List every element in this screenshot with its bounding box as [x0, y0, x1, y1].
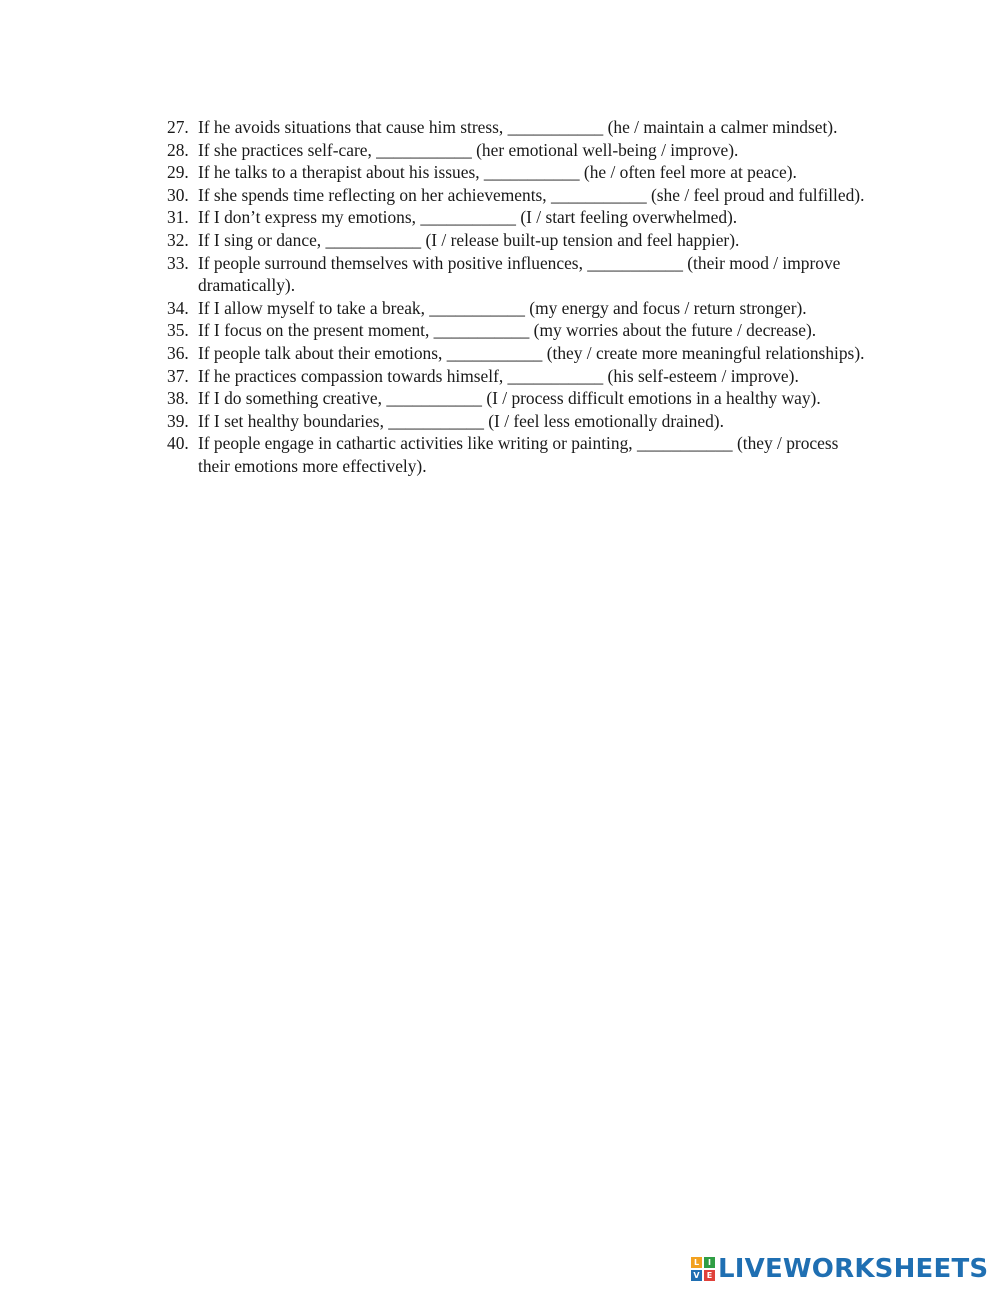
exercise-item-33 — [167, 252, 867, 297]
exercise-list — [167, 116, 867, 478]
exercise-number: 30. — [167, 184, 189, 205]
exercise-text: If people surround themselves with positive influences, ___________ (their mood / improve dramatically). — [198, 252, 841, 296]
exercise-text: If I set healthy boundaries, ___________ (I / feel less emotionally drained). — [198, 410, 724, 431]
liveworksheets-logo-icon — [691, 1257, 715, 1281]
exercise-item-30 — [167, 184, 867, 207]
exercise-item-32 — [167, 229, 867, 252]
exercise-text: If she practices self-care, ___________ (her emotional well-being / improve). — [198, 139, 739, 160]
exercise-number: 27. — [167, 117, 189, 137]
logo-block-e: E — [704, 1270, 715, 1281]
exercise-item-38 — [167, 387, 867, 410]
exercise-text: If people talk about their emotions, ___________ (they / create more meaningful relationships). — [198, 342, 865, 363]
exercise-item-36 — [167, 342, 867, 365]
exercise-number: 31. — [167, 207, 189, 228]
logo-block-i: I — [704, 1257, 715, 1268]
logo-block-v: V — [691, 1270, 702, 1281]
exercise-item-28 — [167, 139, 867, 162]
exercise-text: If I sing or dance, ___________ (I / release built-up tension and feel happier). — [198, 229, 740, 250]
exercise-item-29 — [167, 161, 867, 184]
exercise-text: If he avoids situations that cause him stress, ___________ (he / maintain a calmer mindset). — [198, 117, 838, 137]
exercise-number: 38. — [167, 388, 189, 409]
exercise-number: 36. — [167, 342, 189, 363]
exercise-number: 34. — [167, 297, 189, 318]
exercise-number: 39. — [167, 410, 189, 431]
exercise-item-37 — [167, 365, 867, 388]
exercise-text: If I don’t express my emotions, ___________ (I / start feeling overwhelmed). — [198, 207, 738, 228]
exercise-item-34 — [167, 297, 867, 320]
exercise-item-31 — [167, 206, 867, 229]
exercise-number: 37. — [167, 365, 189, 386]
watermark-text: LIVEWORKSHEETS — [718, 1254, 989, 1284]
logo-block-l: L — [691, 1257, 702, 1268]
exercise-number: 40. — [167, 433, 189, 454]
exercise-text: If I do something creative, ___________ (I / process difficult emotions in a healthy way). — [198, 388, 821, 409]
exercise-number: 28. — [167, 139, 189, 160]
exercise-item-39 — [167, 410, 867, 433]
exercise-text: If he practices compassion towards himself, ___________ (his self-esteem / improve). — [198, 365, 799, 386]
liveworksheets-watermark — [691, 1254, 988, 1284]
exercise-number: 29. — [167, 162, 189, 183]
exercise-number: 32. — [167, 229, 189, 250]
exercise-item-40 — [167, 432, 867, 477]
exercise-number: 35. — [167, 320, 189, 341]
exercise-item-27 — [167, 116, 867, 139]
exercise-item-35 — [167, 319, 867, 342]
exercise-text: If he talks to a therapist about his issues, ___________ (he / often feel more at peace). — [198, 162, 797, 183]
exercise-text: If people engage in cathartic activities like writing or painting, ___________ (they / process their emotions more effectively). — [198, 433, 839, 476]
exercise-number: 33. — [167, 252, 189, 273]
exercise-text: If I focus on the present moment, ___________ (my worries about the future / decrease). — [198, 320, 817, 341]
exercise-text: If she spends time reflecting on her achievements, ___________ (she / feel proud and fulfilled). — [198, 184, 865, 205]
exercise-text: If I allow myself to take a break, ___________ (my energy and focus / return stronger). — [198, 297, 807, 318]
